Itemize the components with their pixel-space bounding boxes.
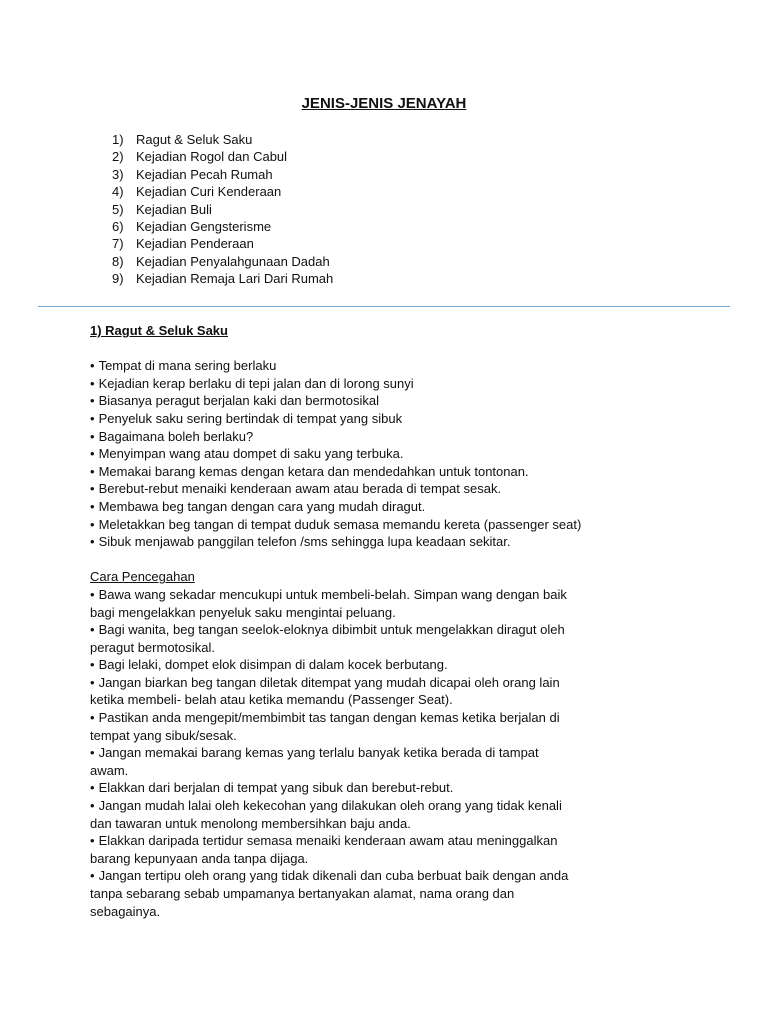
list-item: • Bagi wanita, beg tangan seelok-eloknya dibimbit untuk mengelakkan diragut oleh peragut bermotosikal.: [90, 622, 565, 655]
document-title: [0, 95, 768, 112]
list-item: • Menyimpan wang atau dompet di saku yang terbuka.: [90, 446, 404, 462]
list-item: 3) Kejadian Pecah Rumah: [112, 166, 273, 182]
list-item: • Meletakkan beg tangan di tempat duduk semasa memandu kereta (passenger seat): [90, 516, 582, 532]
list-item: • Penyeluk saku sering bertindak di tempat yang sibuk: [90, 410, 403, 426]
list-item: • Membawa beg tangan dengan cara yang mudah diragut.: [90, 498, 426, 514]
list-item: 2) Kejadian Rogol dan Cabul: [112, 149, 288, 165]
list-item: 5) Kejadian Buli: [112, 201, 212, 217]
list-item: 6) Kejadian Gengsterisme: [112, 219, 272, 235]
list-item: • Jangan tertipu oleh orang yang tidak dikenali dan cuba berbuat baik dengan anda tanpa sebarang sebab umpamanya bertanyakan alamat, nama orang dan sebagainya.: [90, 868, 569, 919]
list-item: • Tempat di mana sering berlaku: [90, 358, 277, 374]
list-item: • Bagaimana boleh berlaku?: [90, 428, 254, 444]
section-ragut-seluk-saku: [90, 322, 690, 920]
facts-list: [90, 357, 690, 551]
list-item: • Memakai barang kemas dengan ketara dan mendedahkan untuk tontonan.: [90, 463, 529, 479]
list-item: 9) Kejadian Remaja Lari Dari Rumah: [112, 271, 334, 287]
list-item: • Elakkan daripada tertidur semasa menaiki kenderaan awam atau meninggalkan barang kepunyaan anda tanpa dijaga.: [90, 833, 558, 866]
list-item: • Elakkan dari berjalan di tempat yang sibuk dan berebut-rebut.: [90, 780, 454, 796]
list-item: 8) Kejadian Penyalahgunaan Dadah: [112, 253, 330, 269]
list-item: 1) Ragut & Seluk Saku: [112, 132, 253, 147]
list-item: 7) Kejadian Penderaan: [112, 236, 254, 252]
list-item: • Bawa wang sekadar mencukupi untuk membeli-belah. Simpan wang dengan baik bagi mengelakkan penyeluk saku mengintai peluang.: [90, 586, 567, 620]
document-title-text: JENIS-JENIS JENAYAH: [301, 95, 467, 112]
crime-types-list: [112, 131, 333, 288]
prevention-list: [90, 586, 690, 920]
list-item: • Jangan mudah lalai oleh kekecohan yang dilakukan oleh orang yang tidak kenali dan tawaran untuk menolong membersihkan baju anda.: [90, 798, 562, 831]
prevention-heading: Cara Pencegahan: [90, 569, 195, 585]
list-item: • Sibuk menjawab panggilan telefon /sms sehingga lupa keadaan sekitar.: [90, 534, 511, 550]
horizontal-divider: [38, 306, 730, 307]
list-item: 4) Kejadian Curi Kenderaan: [112, 184, 282, 200]
list-item: • Jangan memakai barang kemas yang terlalu banyak ketika berada di tampat awam.: [90, 745, 539, 778]
list-item: • Pastikan anda mengepit/membimbit tas tangan dengan kemas ketika berjalan di tempat yang sibuk/sesak.: [90, 710, 560, 743]
list-item: • Bagi lelaki, dompet elok disimpan di dalam kocek berbutang.: [90, 657, 448, 673]
section-heading: 1) Ragut & Seluk Saku: [90, 323, 228, 338]
list-item: • Berebut-rebut menaiki kenderaan awam atau berada di tempat sesak.: [90, 481, 502, 497]
list-item: • Biasanya peragut berjalan kaki dan bermotosikal: [90, 393, 379, 409]
list-item: • Kejadian kerap berlaku di tepi jalan dan di lorong sunyi: [90, 375, 414, 391]
list-item: • Jangan biarkan beg tangan diletak ditempat yang mudah dicapai oleh orang lain ketika membeli- belah atau ketika memandu (Passenger Seat).: [90, 674, 560, 708]
